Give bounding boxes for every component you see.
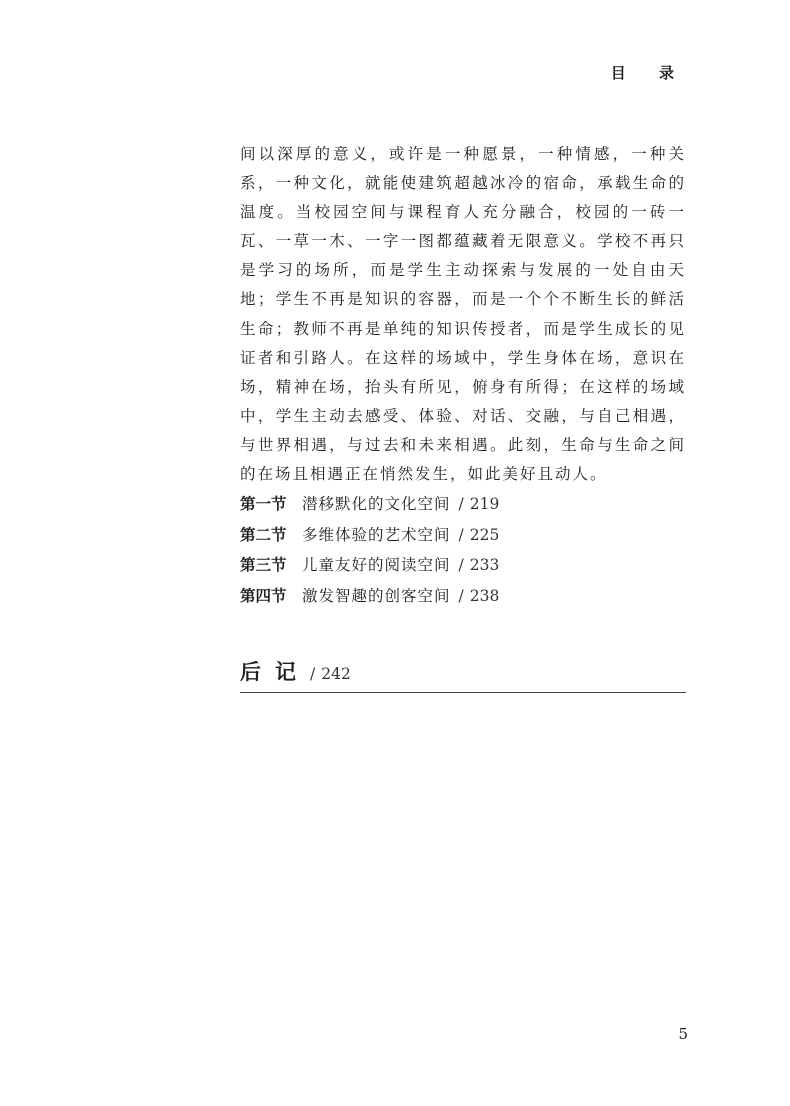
afterword-separator: / — [310, 665, 316, 683]
toc-section-title: 儿童友好的阅读空间 — [302, 556, 451, 575]
toc-section-number: 第三节 — [240, 556, 287, 575]
toc-section-list — [240, 492, 686, 615]
toc-separator: / — [458, 525, 464, 544]
toc-entry[interactable] — [240, 523, 686, 554]
toc-page-number: 238 — [469, 587, 500, 606]
toc-section-number: 第一节 — [240, 495, 287, 513]
toc-section-title: 多维体验的艺术空间 — [302, 525, 451, 544]
chapter-intro-paragraph: 间以深厚的意义，或许是一种愿景，一种情感，一种关系，一种文化，就能使建筑超越冰冷的宿命，承载生命的温度。当校园空间与课程育人充分融合，校园的一砖一瓦、一草一木、一字一图都蕴藏着无限意义。学校不再只是学习的场所，而是学生主动探索与发展的一处自由天地；学生不再是知识的容器，而是一个个不断生长的鲜活生命；教师不再是单纯的知识传授者，而是学生成长的见证者和引路人。在这样的场域中，学生身体在场，意识在场，精神在场，抬头有所见，俯身有所得；在这样的场域中，学生主动去感受、体验、对话、交融，与自己相遇，与世界相遇，与过去和未来相遇。此刻，生命与生命之间的在场且相遇正在悄然发生，如此美好且动人。 — [240, 145, 686, 484]
toc-section-number: 第四节 — [240, 587, 287, 606]
toc-entry[interactable] — [240, 584, 686, 615]
toc-page-number: 225 — [469, 525, 500, 544]
afterword-page-number: 242 — [321, 665, 351, 683]
toc-page-number: 219 — [469, 495, 500, 513]
toc-entry[interactable] — [240, 492, 686, 523]
toc-entry[interactable] — [240, 553, 686, 584]
toc-page-number: 233 — [469, 556, 500, 575]
page-header-title: 目 录 — [610, 64, 688, 82]
toc-afterword-entry[interactable] — [240, 656, 686, 693]
toc-separator: / — [458, 495, 464, 513]
page-number: 5 — [678, 1025, 688, 1043]
toc-section-title: 潜移默化的文化空间 — [302, 495, 451, 513]
toc-separator: / — [458, 556, 464, 575]
toc-section-title: 激发智趣的创客空间 — [302, 587, 451, 606]
toc-section-number: 第二节 — [240, 525, 287, 544]
afterword-title: 后记 — [240, 660, 310, 684]
toc-separator: / — [458, 587, 464, 606]
